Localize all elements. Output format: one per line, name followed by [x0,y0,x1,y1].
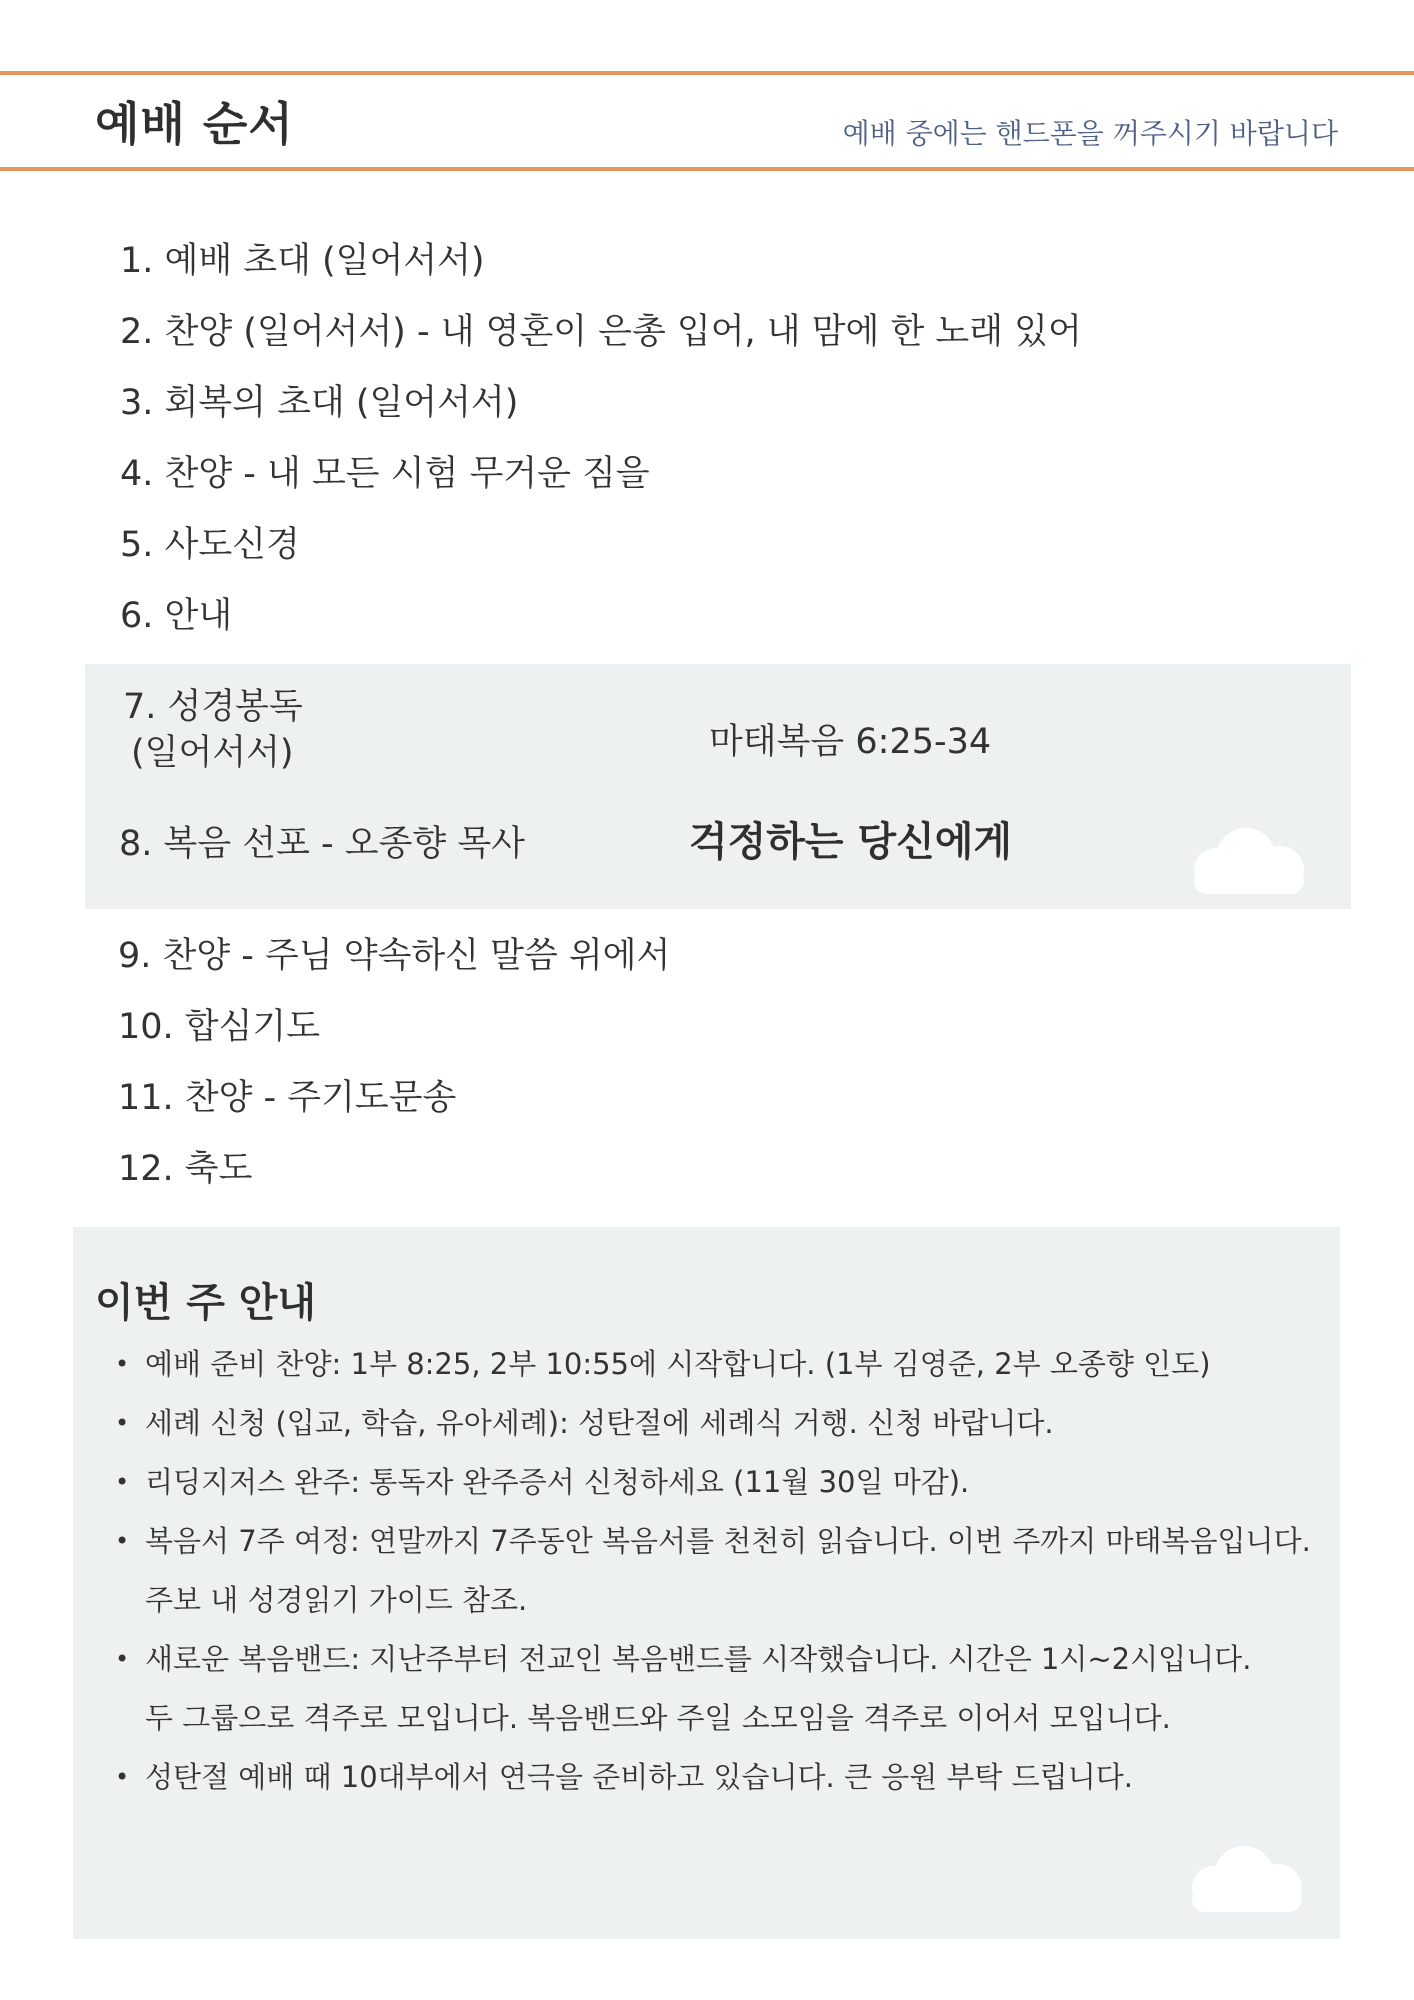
list-item [113,1335,1323,1394]
bullet-icon: • [115,1527,130,1555]
order-item: 6. 안내 [120,596,233,636]
announcement-text: 예배 준비 찬양: 1부 8:25, 2부 10:55에 시작합니다. (1부 김영준, 2부 오종향 인도) [145,1347,1211,1381]
worship-order-list [120,226,1082,652]
announcement-text-continued: 두 그룹으로 격주로 모입니다. 복음밴드와 주일 소모임을 격주로 이어서 모입니다. [145,1701,1171,1735]
announcement-text: 세례 신청 (입교, 학습, 유아세례): 성탄절에 세례식 거행. 신청 바랍니다. [145,1406,1054,1440]
announcement-text: 새로운 복음밴드: 지난주부터 전교인 복음밴드를 시작했습니다. 시간은 1시~2시입니다. [145,1642,1252,1676]
order-item: 12. 축도 [118,1149,253,1189]
order-item-sub: (일어서서) [131,733,294,773]
announcement-text-continued: 주보 내 성경읽기 가이드 참조. [145,1583,528,1617]
bullet-icon: • [115,1763,130,1791]
list-item [113,1453,1323,1512]
scripture-passage: 마태복음 6:25-34 [709,722,992,762]
phone-notice: 예배 중에는 핸드폰을 꺼주시기 바랍니다 [842,117,1338,150]
order-item-sermon: 8. 복음 선포 - 오종향 목사 [119,824,525,864]
bullet-icon: • [115,1468,130,1496]
announcement-text: 복음서 7주 여정: 연말까지 7주동안 복음서를 천천히 읽습니다. 이번 주까지 마태복음입니다. [145,1524,1311,1558]
header-top-rule [0,71,1414,75]
order-item: 5. 사도신경 [120,525,300,565]
announcements-panel [73,1227,1340,1939]
worship-order-list-continued [118,921,670,1205]
cloud-icon [1180,824,1312,894]
header-bottom-rule [0,167,1414,171]
cloud-icon [1178,1842,1310,1912]
sermon-title: 걱정하는 당신에게 [689,819,1013,865]
order-item: 2. 찬양 (일어서서) - 내 영혼이 은총 입어, 내 맘에 한 노래 있어 [120,312,1082,352]
scripture-sermon-panel [85,664,1351,909]
order-item: 3. 회복의 초대 (일어서서) [120,383,519,423]
announcement-text: 리딩지저스 완주: 통독자 완주증서 신청하세요 (11월 30일 마감). [145,1465,970,1499]
list-item [113,1748,1323,1807]
order-item: 9. 찬양 - 주님 약속하신 말씀 위에서 [118,936,671,976]
list-item [113,1394,1323,1453]
bullet-icon: • [115,1645,130,1673]
list-item [113,1630,1323,1748]
bullet-icon: • [115,1350,130,1378]
order-item-scripture-reading [123,684,303,776]
list-item [113,1512,1323,1630]
order-item: 1. 예배 초대 (일어서서) [120,241,485,281]
announcement-text: 성탄절 예배 때 10대부에서 연극을 준비하고 있습니다. 큰 응원 부탁 드립니다. [145,1760,1133,1794]
bullet-icon: • [115,1409,130,1437]
order-item-label: 7. 성경봉독 [123,687,303,727]
announcements-title: 이번 주 안내 [95,1280,317,1326]
announcements-list [113,1335,1323,1807]
page-title: 예배 순서 [95,97,294,151]
order-item: 10. 합심기도 [118,1007,321,1047]
order-item: 4. 찬양 - 내 모든 시험 무거운 짐을 [120,454,650,494]
order-item: 11. 찬양 - 주기도문송 [118,1078,457,1118]
